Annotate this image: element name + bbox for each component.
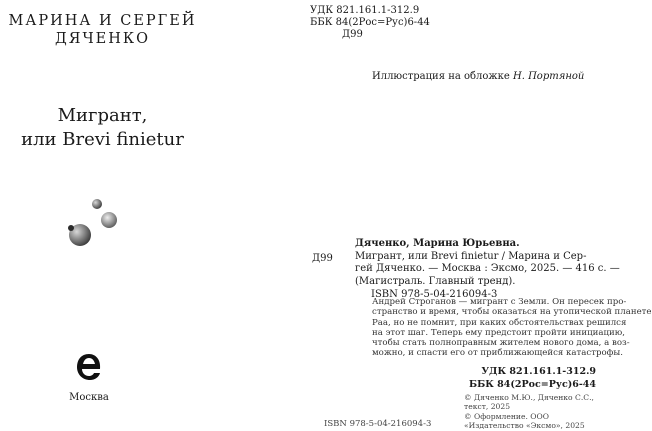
copyright-line: © Дяченко М.Ю., Дяченко С.С., [464, 393, 594, 402]
eksmo-logo-icon [76, 352, 102, 382]
udk-code-bottom: УДК 821.161.1-312.9 [481, 366, 596, 377]
author-name [0, 12, 205, 48]
tiny-sphere [68, 225, 74, 231]
author-index: Д99 [342, 29, 363, 40]
annotation-line: Андрей Строганов — мигрант с Земли. Он пересек про- [372, 297, 627, 307]
copyright-notice [464, 393, 596, 431]
book-title [0, 104, 205, 152]
isbn-bottom: ISBN 978-5-04-216094-3 [324, 419, 432, 429]
copyright-line: текст, 2025 [464, 402, 511, 412]
illustration-credit-label: Иллюстрация на обложке [372, 71, 510, 82]
annotation-line: чтобы стать полноправным жителем нового дома, а воз- [372, 338, 630, 349]
annotation-line: странство и время, чтобы оказаться на утопической планете [372, 307, 652, 318]
bbk-code: ББК 84(2Рос=Рус)6-44 [310, 17, 430, 28]
annotation [372, 297, 652, 359]
annotation-line: можно, и спасти его от приближающейся катастрофы. [372, 348, 623, 359]
copyright-line: «Издательство «Эксмо», 2025 [464, 421, 585, 431]
record-line: гей Дяченко. — Москва : Эксмо, 2025. — 416 с. — [355, 263, 620, 274]
illustration-credit [372, 70, 584, 83]
illustration-artist: Н. Портяной [513, 71, 585, 82]
medium-sphere [101, 212, 117, 228]
annotation-line: на этот шаг. Теперь ему предстоит пройти инициацию, [372, 327, 625, 338]
copyright-line: © Оформление. ООО [464, 411, 549, 421]
title-page [0, 0, 300, 430]
small-sphere [92, 199, 102, 209]
record-line: Мигрант, или Brevi finietur / Марина и Сер- [355, 250, 587, 262]
record-body [355, 250, 620, 289]
udk-code: УДК 821.161.1-312.9 [310, 5, 420, 16]
title-line-1: Мигрант, [57, 105, 148, 126]
author-index-mid: Д99 [312, 253, 333, 264]
bbk-code-bottom: ББК 84(2Рос=Рус)6-44 [468, 379, 596, 390]
imprint-page [300, 0, 652, 431]
author-line-1: МАРИНА И СЕРГЕЙ [8, 13, 197, 29]
author-line-2: ДЯЧЕНКО [54, 31, 151, 47]
record-heading: Дяченко, Марина Юрьевна. [355, 238, 520, 249]
title-line-2: или Brevi finietur [21, 129, 184, 150]
bibliographic-record [355, 238, 620, 302]
spheres-illustration [58, 190, 128, 260]
isbn-inline: ISBN 978-5-04-216094-3 [371, 289, 498, 300]
publisher-city: Москва [69, 392, 109, 403]
annotation-line: Раа, но не помнит, при каких обстоятельствах решился [372, 317, 627, 328]
record-line: (Магистраль. Главный тренд). [355, 275, 516, 287]
